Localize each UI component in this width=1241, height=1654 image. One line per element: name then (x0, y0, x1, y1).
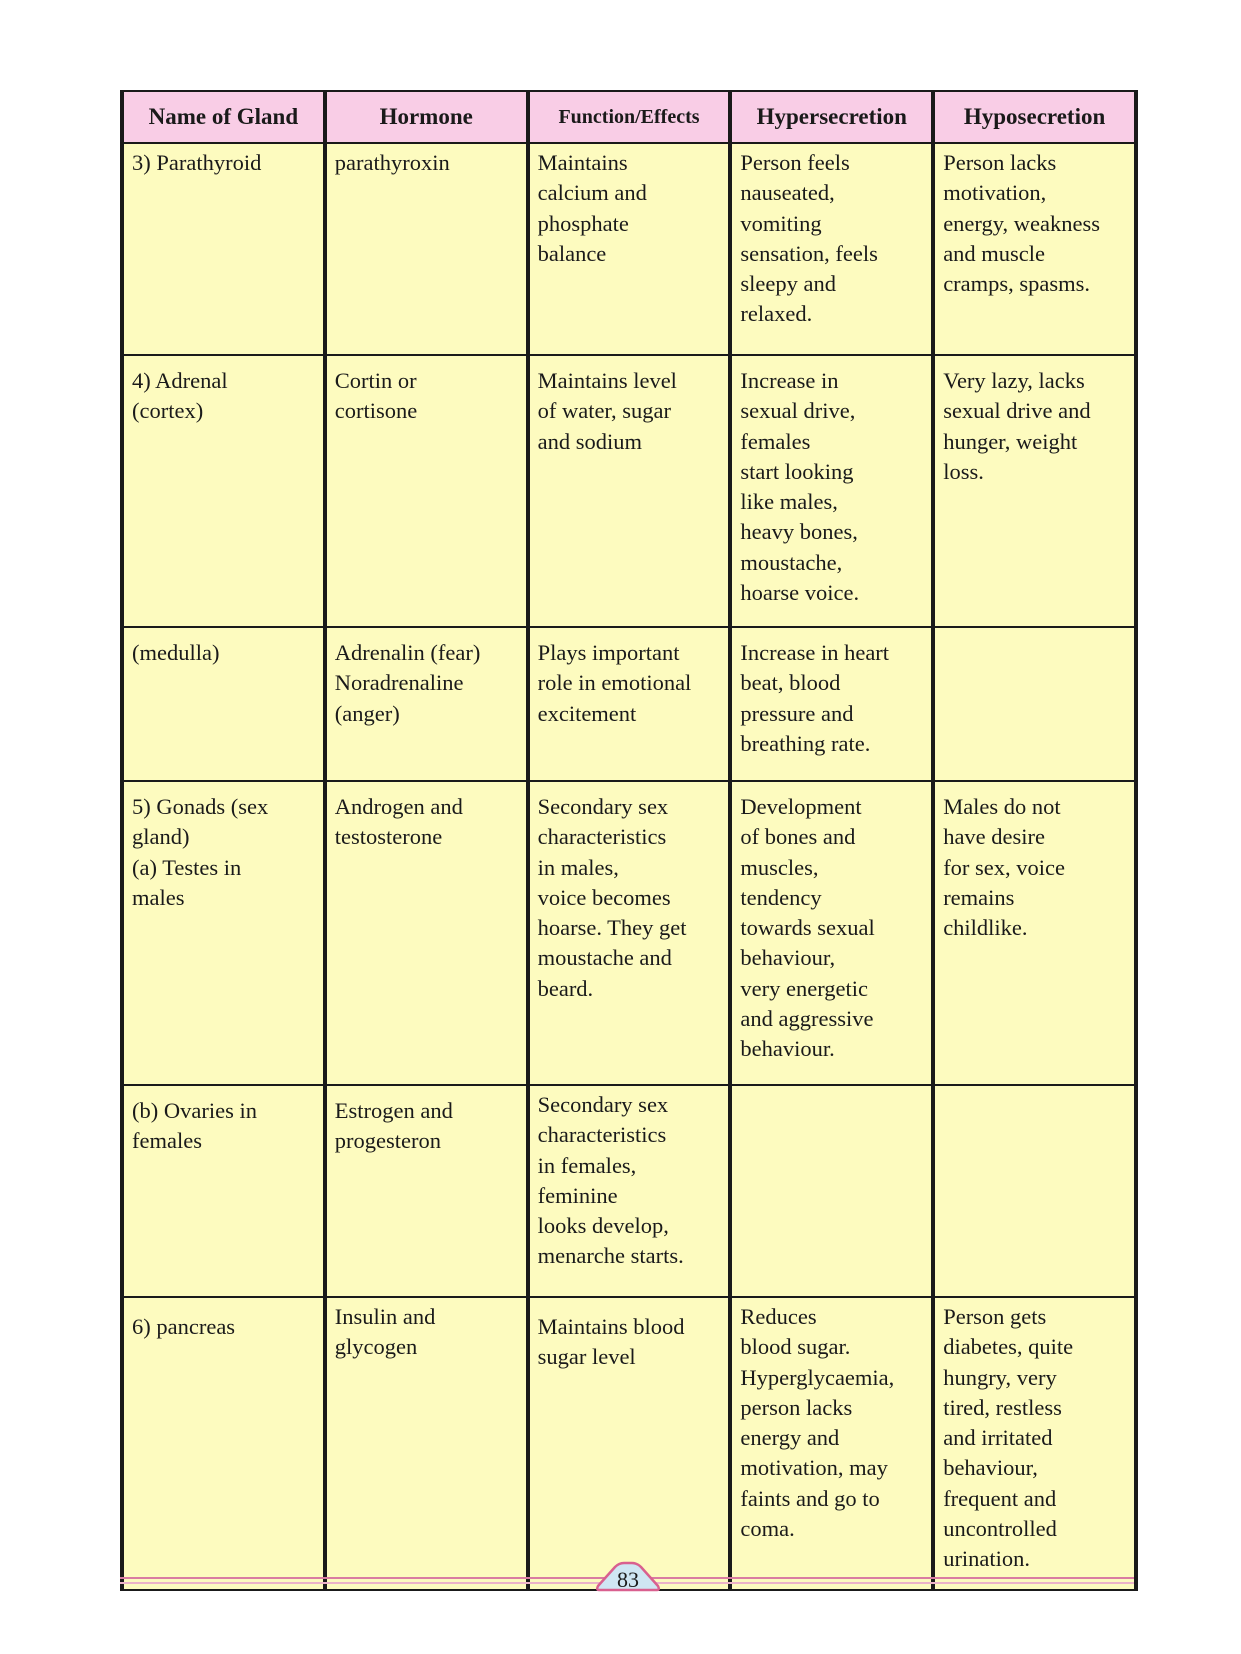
page-number-badge (593, 1560, 663, 1596)
cell-function: Secondary sex characteristics in males, voice becomes hoarse. They get moustache and beard. (528, 781, 731, 1085)
cell-gland: (medulla) (122, 627, 325, 781)
table-row-adrenal-medulla (122, 627, 1136, 781)
cell-hypersecretion: Reduces blood sugar. Hyperglycaemia, person lacks energy and motivation, may faints and go to coma. (730, 1297, 933, 1590)
cell-hyposecretion: Very lazy, lacks sexual drive and hunger, weight loss. (933, 355, 1136, 627)
cell-hormone: Cortin or cortisone (325, 355, 528, 627)
table-row-parathyroid (122, 143, 1136, 355)
header-name-of-gland: Name of Gland (122, 91, 325, 143)
header-function-effects: Function/Effects (528, 91, 731, 143)
cell-hyposecretion (933, 627, 1136, 781)
table-row-pancreas (122, 1297, 1136, 1590)
table-row-ovaries (122, 1085, 1136, 1297)
cell-hormone: parathyroxin (325, 143, 528, 355)
endocrine-glands-table (120, 90, 1138, 1591)
cell-hypersecretion (730, 1085, 933, 1297)
cell-gland: 3) Parathyroid (122, 143, 325, 355)
cell-function: Maintains blood sugar level (528, 1297, 731, 1590)
cell-hormone: Estrogen and progesteron (325, 1085, 528, 1297)
cell-function: Plays important role in emotional excitement (528, 627, 731, 781)
cell-gland: (b) Ovaries in females (122, 1085, 325, 1297)
cell-hormone: Insulin and glycogen (325, 1297, 528, 1590)
cell-hormone: Adrenalin (fear) Noradrenaline (anger) (325, 627, 528, 781)
table-row-gonads-testes (122, 781, 1136, 1085)
cell-function: Maintains calcium and phosphate balance (528, 143, 731, 355)
cell-function: Secondary sex characteristics in females, feminine looks develop, menarche starts. (528, 1085, 731, 1297)
cell-hyposecretion: Males do not have desire for sex, voice remains childlike. (933, 781, 1136, 1085)
cell-hypersecretion: Development of bones and muscles, tendency towards sexual behaviour, very energetic and aggressive behaviour. (730, 781, 933, 1085)
cell-hypersecretion: Increase in heart beat, blood pressure and breathing rate. (730, 627, 933, 781)
cell-gland: 4) Adrenal (cortex) (122, 355, 325, 627)
cell-hyposecretion (933, 1085, 1136, 1297)
cell-hormone: Androgen and testosterone (325, 781, 528, 1085)
header-hyposecretion: Hyposecretion (933, 91, 1136, 143)
table-row-adrenal-cortex (122, 355, 1136, 627)
header-hypersecretion: Hypersecretion (730, 91, 933, 143)
cell-hypersecretion: Person feels nauseated, vomiting sensation, feels sleepy and relaxed. (730, 143, 933, 355)
cell-hyposecretion: Person gets diabetes, quite hungry, very tired, restless and irritated behaviour, frequent and uncontrolled urination. (933, 1297, 1136, 1590)
cell-function: Maintains level of water, sugar and sodium (528, 355, 731, 627)
cell-gland: 6) pancreas (122, 1297, 325, 1590)
cell-hyposecretion: Person lacks motivation, energy, weakness and muscle cramps, spasms. (933, 143, 1136, 355)
cell-hypersecretion: Increase in sexual drive, females start looking like males, heavy bones, moustache, hoarse voice. (730, 355, 933, 627)
header-hormone: Hormone (325, 91, 528, 143)
cell-gland: 5) Gonads (sex gland) (a) Testes in males (122, 781, 325, 1085)
table-header-row (122, 91, 1136, 143)
page-number: 83 (617, 1567, 639, 1592)
